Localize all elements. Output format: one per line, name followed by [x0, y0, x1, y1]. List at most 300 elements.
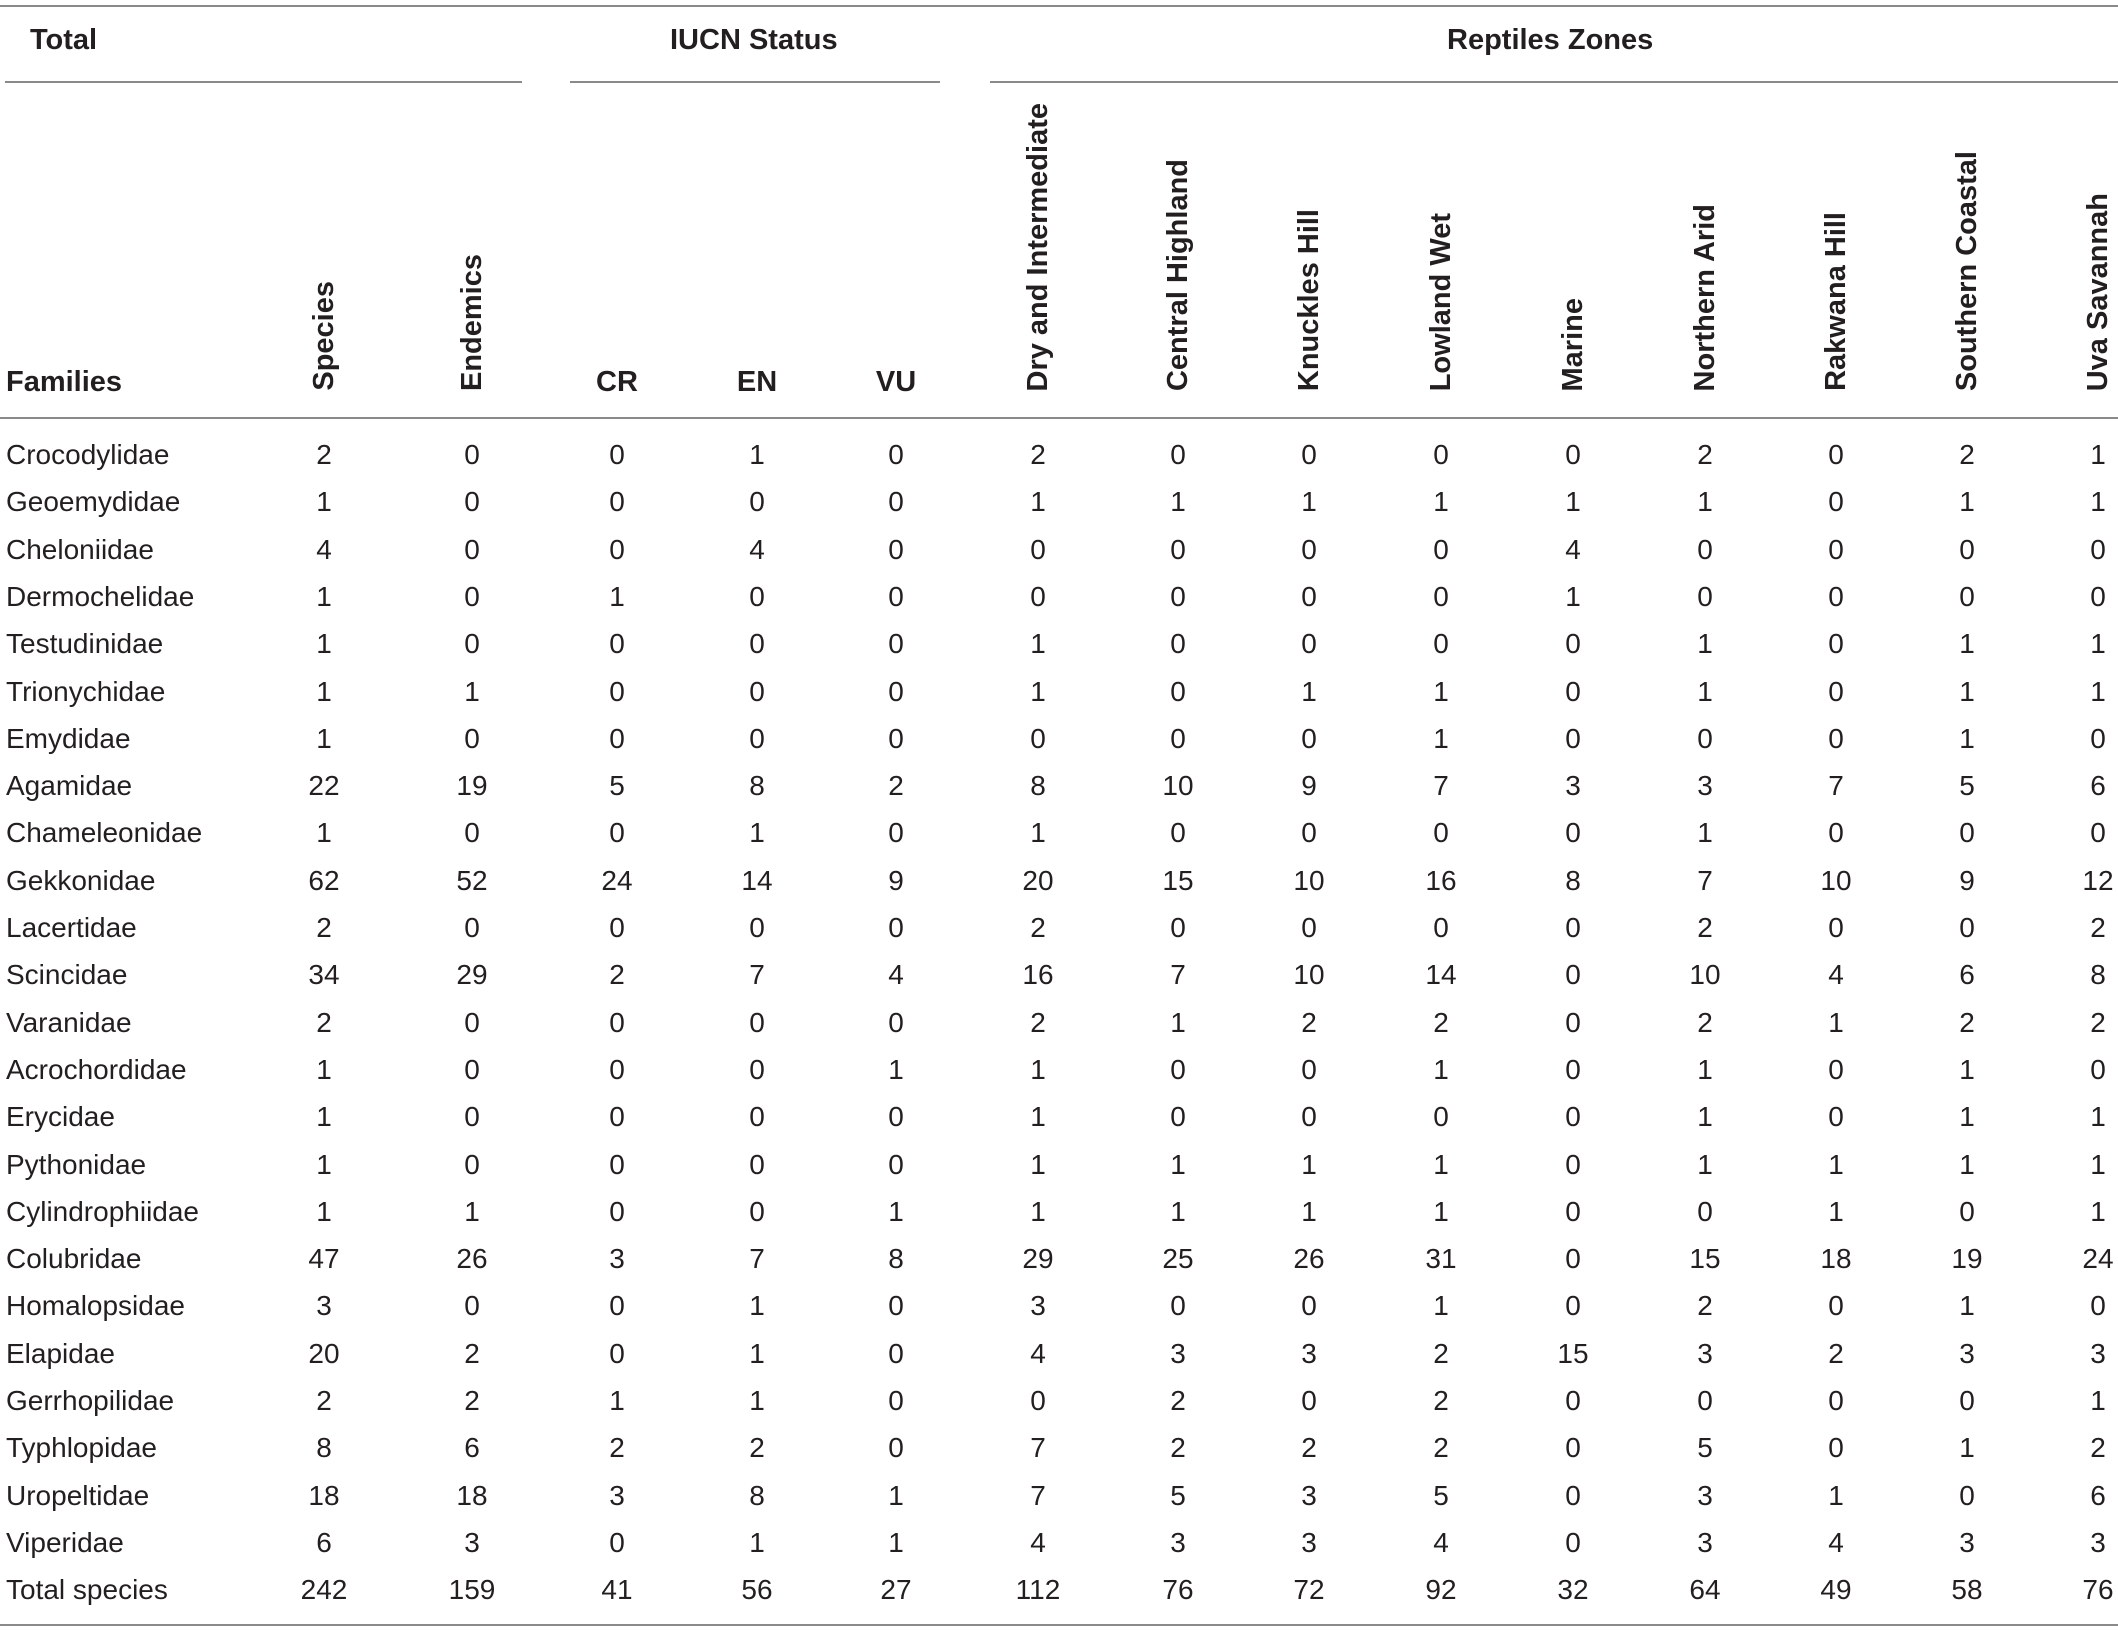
cell-en: 1: [749, 1385, 765, 1416]
cell-endemics: 0: [464, 1053, 480, 1085]
cell-species: 2: [316, 1006, 332, 1038]
cell-northern-arid: 1: [1697, 1053, 1713, 1085]
cell-dry-and-intermediate: 3: [1030, 1290, 1046, 1322]
cell-endemics: 29: [456, 959, 488, 991]
family-name: Testudinidae: [6, 628, 164, 660]
cell-endemics: 2: [464, 1337, 480, 1369]
cell-endemics: 0: [464, 722, 480, 754]
cell-en: 1: [749, 439, 765, 470]
cell-uva-savannah: 1: [2090, 1195, 2106, 1227]
cell-en: 56: [741, 1574, 773, 1606]
cell-knuckles-hill: 3: [1301, 1479, 1317, 1511]
cell-northern-arid: 0: [1697, 1385, 1713, 1416]
cell-dry-and-intermediate: 1: [1030, 1053, 1046, 1085]
cell-vu: 0: [888, 1101, 904, 1133]
cell-vu: 0: [888, 1337, 904, 1369]
cell-central-highland: 2: [1170, 1385, 1186, 1416]
cell-cr: 0: [609, 439, 625, 470]
cell-dry-and-intermediate: 0: [1030, 580, 1046, 612]
col-header-dry-and-intermediate: Dry and Intermediate: [1022, 102, 1054, 391]
family-name: Trionychidae: [6, 675, 166, 707]
cell-central-highland: 0: [1170, 580, 1186, 612]
cell-southern-coastal: 1: [1959, 1432, 1975, 1464]
cell-species: 2: [316, 439, 332, 470]
cell-species: 20: [308, 1337, 340, 1369]
cell-dry-and-intermediate: 1: [1030, 1195, 1046, 1227]
family-name: Geoemydidae: [6, 486, 181, 518]
cell-knuckles-hill: 1: [1301, 1148, 1317, 1180]
col-header-cr: CR: [596, 366, 638, 398]
cell-cr: 2: [609, 1432, 625, 1464]
cell-knuckles-hill: 0: [1301, 722, 1317, 754]
cell-vu: 0: [888, 628, 904, 660]
cell-northern-arid: 10: [1689, 959, 1721, 991]
cell-dry-and-intermediate: 0: [1030, 533, 1046, 565]
cell-cr: 0: [609, 1290, 625, 1322]
cell-endemics: 52: [456, 864, 488, 896]
cell-northern-arid: 3: [1697, 1479, 1713, 1511]
cell-central-highland: 0: [1170, 912, 1186, 943]
cell-dry-and-intermediate: 7: [1030, 1432, 1046, 1464]
cell-southern-coastal: 6: [1959, 959, 1975, 991]
cell-uva-savannah: 1: [2090, 486, 2106, 518]
cell-uva-savannah: 76: [2082, 1574, 2114, 1606]
cell-cr: 0: [609, 628, 625, 660]
cell-en: 0: [749, 722, 765, 754]
cell-vu: 4: [888, 959, 904, 991]
cell-northern-arid: 64: [1689, 1574, 1721, 1606]
cell-southern-coastal: 0: [1959, 580, 1975, 612]
family-name: Cheloniidae: [6, 533, 154, 565]
cell-central-highland: 1: [1170, 1195, 1186, 1227]
cell-northern-arid: 1: [1697, 1101, 1713, 1133]
cell-vu: 0: [888, 1290, 904, 1322]
cell-southern-coastal: 0: [1959, 533, 1975, 565]
cell-vu: 0: [888, 439, 904, 470]
cell-vu: 0: [888, 722, 904, 754]
cell-uva-savannah: 1: [2090, 628, 2106, 660]
cell-rakwana-hill: 2: [1828, 1337, 1844, 1369]
cell-southern-coastal: 19: [1951, 1243, 1983, 1275]
cell-species: 3: [316, 1290, 332, 1322]
col-header-species: Species: [308, 281, 340, 391]
cell-southern-coastal: 9: [1959, 864, 1975, 896]
cell-marine: 0: [1565, 912, 1581, 943]
group-rule-iucn: [570, 81, 940, 83]
cell-vu: 0: [888, 675, 904, 707]
cell-southern-coastal: 0: [1959, 912, 1975, 943]
cell-rakwana-hill: 7: [1828, 770, 1844, 802]
cell-cr: 1: [609, 580, 625, 612]
cell-endemics: 19: [456, 770, 488, 802]
cell-species: 1: [316, 486, 332, 518]
cell-southern-coastal: 3: [1959, 1526, 1975, 1558]
cell-knuckles-hill: 9: [1301, 770, 1317, 802]
cell-uva-savannah: 0: [2090, 580, 2106, 612]
cell-uva-savannah: 2: [2090, 1432, 2106, 1464]
cell-northern-arid: 7: [1697, 864, 1713, 896]
cell-dry-and-intermediate: 1: [1030, 628, 1046, 660]
cell-southern-coastal: 1: [1959, 722, 1975, 754]
cell-rakwana-hill: 0: [1828, 1432, 1844, 1464]
cell-central-highland: 0: [1170, 817, 1186, 849]
cell-species: 2: [316, 912, 332, 943]
cell-northern-arid: 1: [1697, 628, 1713, 660]
cell-northern-arid: 0: [1697, 1195, 1713, 1227]
family-name: Pythonidae: [6, 1148, 147, 1180]
cell-uva-savannah: 1: [2090, 675, 2106, 707]
cell-knuckles-hill: 0: [1301, 912, 1317, 943]
cell-marine: 1: [1565, 580, 1581, 612]
cell-lowland-wet: 92: [1425, 1574, 1457, 1606]
family-name: Uropeltidae: [6, 1479, 150, 1511]
col-header-southern-coastal: Southern Coastal: [1951, 150, 1983, 391]
cell-marine: 0: [1565, 1101, 1581, 1133]
cell-rakwana-hill: 18: [1820, 1243, 1852, 1275]
cell-northern-arid: 0: [1697, 533, 1713, 565]
cell-cr: 41: [601, 1574, 633, 1606]
group-header-iucn: IUCN Status: [670, 24, 838, 56]
cell-cr: 3: [609, 1479, 625, 1511]
cell-uva-savannah: 0: [2090, 1290, 2106, 1322]
col-header-families: Families: [6, 366, 123, 398]
cell-rakwana-hill: 4: [1828, 959, 1844, 991]
cell-lowland-wet: 1: [1433, 1148, 1449, 1180]
cell-southern-coastal: 5: [1959, 770, 1975, 802]
cell-en: 0: [749, 628, 765, 660]
cell-knuckles-hill: 0: [1301, 1053, 1317, 1085]
cell-species: 1: [316, 722, 332, 754]
cell-marine: 32: [1557, 1574, 1589, 1606]
cell-southern-coastal: 1: [1959, 628, 1975, 660]
cell-knuckles-hill: 0: [1301, 533, 1317, 565]
cell-lowland-wet: 0: [1433, 533, 1449, 565]
cell-lowland-wet: 0: [1433, 817, 1449, 849]
cell-marine: 1: [1565, 486, 1581, 518]
cell-rakwana-hill: 1: [1828, 1195, 1844, 1227]
cell-en: 0: [749, 912, 765, 943]
cell-lowland-wet: 0: [1433, 628, 1449, 660]
cell-southern-coastal: 3: [1959, 1337, 1975, 1369]
cell-vu: 1: [888, 1526, 904, 1558]
cell-species: 1: [316, 675, 332, 707]
cell-marine: 0: [1565, 959, 1581, 991]
cell-dry-and-intermediate: 2: [1030, 912, 1046, 943]
cell-rakwana-hill: 1: [1828, 1148, 1844, 1180]
cell-central-highland: 0: [1170, 675, 1186, 707]
cell-en: 1: [749, 1290, 765, 1322]
cell-species: 1: [316, 1053, 332, 1085]
cell-central-highland: 2: [1170, 1432, 1186, 1464]
cell-dry-and-intermediate: 4: [1030, 1337, 1046, 1369]
cell-central-highland: 0: [1170, 439, 1186, 470]
cell-central-highland: 10: [1162, 770, 1194, 802]
cell-rakwana-hill: 1: [1828, 1006, 1844, 1038]
cell-rakwana-hill: 0: [1828, 486, 1844, 518]
cell-species: 1: [316, 817, 332, 849]
cell-endemics: 3: [464, 1526, 480, 1558]
cell-knuckles-hill: 10: [1293, 959, 1325, 991]
cell-southern-coastal: 1: [1959, 1148, 1975, 1180]
cell-rakwana-hill: 0: [1828, 628, 1844, 660]
cell-species: 62: [308, 864, 340, 896]
cell-endemics: 159: [448, 1574, 496, 1606]
cell-dry-and-intermediate: 1: [1030, 486, 1046, 518]
cell-cr: 0: [609, 722, 625, 754]
cell-species: 1: [316, 628, 332, 660]
cell-knuckles-hill: 72: [1293, 1574, 1325, 1606]
cell-knuckles-hill: 26: [1293, 1243, 1325, 1275]
cell-endemics: 0: [464, 1006, 480, 1038]
cell-rakwana-hill: 0: [1828, 1053, 1844, 1085]
cell-knuckles-hill: 2: [1301, 1006, 1317, 1038]
cell-central-highland: 0: [1170, 1053, 1186, 1085]
cell-species: 1: [316, 580, 332, 612]
cell-lowland-wet: 1: [1433, 675, 1449, 707]
cell-endemics: 0: [464, 1101, 480, 1133]
cell-marine: 0: [1565, 1432, 1581, 1464]
cell-southern-coastal: 0: [1959, 1385, 1975, 1416]
cell-rakwana-hill: 0: [1828, 580, 1844, 612]
cell-en: 0: [749, 675, 765, 707]
cell-central-highland: 76: [1162, 1574, 1194, 1606]
cell-knuckles-hill: 1: [1301, 1195, 1317, 1227]
col-header-vu: VU: [875, 366, 917, 398]
cell-knuckles-hill: 2: [1301, 1432, 1317, 1464]
cell-en: 1: [749, 817, 765, 849]
cell-rakwana-hill: 0: [1828, 722, 1844, 754]
cell-en: 0: [749, 486, 765, 518]
cell-southern-coastal: 2: [1959, 1006, 1975, 1038]
cell-knuckles-hill: 0: [1301, 1101, 1317, 1133]
cell-endemics: 0: [464, 580, 480, 612]
cell-cr: 0: [609, 912, 625, 943]
cell-vu: 0: [888, 1006, 904, 1038]
cell-marine: 8: [1565, 864, 1581, 896]
cell-en: 7: [749, 1243, 765, 1275]
cell-en: 0: [749, 1101, 765, 1133]
cell-central-highland: 3: [1170, 1526, 1186, 1558]
cell-vu: 0: [888, 1385, 904, 1416]
cell-species: 2: [316, 1385, 332, 1416]
cell-central-highland: 1: [1170, 486, 1186, 518]
cell-northern-arid: 5: [1697, 1432, 1713, 1464]
family-name: Emydidae: [6, 722, 131, 754]
cell-endemics: 0: [464, 439, 480, 470]
cell-vu: 8: [888, 1243, 904, 1275]
cell-northern-arid: 3: [1697, 1526, 1713, 1558]
cell-en: 2: [749, 1432, 765, 1464]
cell-dry-and-intermediate: 16: [1022, 959, 1054, 991]
cell-lowland-wet: 16: [1425, 864, 1457, 896]
cell-cr: 5: [609, 770, 625, 802]
family-name: Erycidae: [6, 1101, 115, 1133]
group-header-total: Total: [30, 24, 98, 56]
cell-uva-savannah: 0: [2090, 533, 2106, 565]
family-name: Elapidae: [6, 1337, 115, 1369]
family-name: Dermochelidae: [6, 580, 195, 612]
cell-rakwana-hill: 0: [1828, 1290, 1844, 1322]
cell-cr: 24: [601, 864, 633, 896]
cell-knuckles-hill: 0: [1301, 1290, 1317, 1322]
cell-en: 0: [749, 1053, 765, 1085]
cell-lowland-wet: 1: [1433, 1053, 1449, 1085]
cell-rakwana-hill: 0: [1828, 533, 1844, 565]
header-rule: [0, 417, 2118, 419]
cell-marine: 0: [1565, 1053, 1581, 1085]
cell-northern-arid: 2: [1697, 1006, 1713, 1038]
col-header-en: EN: [736, 366, 778, 398]
cell-lowland-wet: 2: [1433, 1385, 1449, 1416]
family-name: Chameleonidae: [6, 817, 203, 849]
cell-central-highland: 15: [1162, 864, 1194, 896]
cell-marine: 3: [1565, 770, 1581, 802]
cell-species: 22: [308, 770, 340, 802]
col-header-rakwana-hill: Rakwana Hill: [1820, 212, 1852, 391]
cell-dry-and-intermediate: 0: [1030, 1385, 1046, 1416]
col-header-knuckles-hill: Knuckles Hill: [1293, 208, 1325, 391]
cell-lowland-wet: 2: [1433, 1337, 1449, 1369]
family-name: Agamidae: [6, 770, 133, 802]
cell-central-highland: 0: [1170, 722, 1186, 754]
cell-rakwana-hill: 0: [1828, 1101, 1844, 1133]
cell-lowland-wet: 7: [1433, 770, 1449, 802]
cell-endemics: 1: [464, 1195, 480, 1227]
family-name: Colubridae: [6, 1243, 142, 1275]
cell-southern-coastal: 1: [1959, 675, 1975, 707]
cell-species: 1: [316, 1148, 332, 1180]
cell-cr: 0: [609, 486, 625, 518]
cell-uva-savannah: 1: [2090, 1148, 2106, 1180]
cell-endemics: 0: [464, 533, 480, 565]
cell-knuckles-hill: 0: [1301, 439, 1317, 470]
cell-marine: 0: [1565, 1526, 1581, 1558]
cell-endemics: 0: [464, 628, 480, 660]
cell-lowland-wet: 14: [1425, 959, 1457, 991]
cell-species: 34: [308, 959, 340, 991]
cell-cr: 0: [609, 1195, 625, 1227]
cell-rakwana-hill: 0: [1828, 912, 1844, 943]
cell-uva-savannah: 6: [2090, 1479, 2106, 1511]
cell-dry-and-intermediate: 2: [1030, 1006, 1046, 1038]
cell-northern-arid: 3: [1697, 1337, 1713, 1369]
cell-uva-savannah: 1: [2090, 1385, 2106, 1416]
cell-knuckles-hill: 3: [1301, 1337, 1317, 1369]
family-name: Total species: [6, 1574, 168, 1606]
cell-uva-savannah: 8: [2090, 959, 2106, 991]
cell-endemics: 0: [464, 817, 480, 849]
cell-central-highland: 0: [1170, 1290, 1186, 1322]
cell-species: 8: [316, 1432, 332, 1464]
cell-northern-arid: 1: [1697, 675, 1713, 707]
col-header-lowland-wet: Lowland Wet: [1425, 212, 1457, 391]
cell-uva-savannah: 6: [2090, 770, 2106, 802]
cell-northern-arid: 1: [1697, 817, 1713, 849]
family-name: Acrochordidae: [6, 1053, 187, 1085]
cell-marine: 0: [1565, 1195, 1581, 1227]
cell-marine: 0: [1565, 817, 1581, 849]
family-name: Gerrhopilidae: [6, 1385, 175, 1416]
cell-vu: 1: [888, 1053, 904, 1085]
cell-vu: 0: [888, 912, 904, 943]
cell-lowland-wet: 2: [1433, 1006, 1449, 1038]
cell-endemics: 6: [464, 1432, 480, 1464]
cell-dry-and-intermediate: 1: [1030, 1148, 1046, 1180]
cell-northern-arid: 1: [1697, 486, 1713, 518]
cell-rakwana-hill: 4: [1828, 1526, 1844, 1558]
cell-en: 0: [749, 1148, 765, 1180]
cell-knuckles-hill: 1: [1301, 486, 1317, 518]
cell-knuckles-hill: 1: [1301, 675, 1317, 707]
cell-species: 18: [308, 1479, 340, 1511]
cell-northern-arid: 2: [1697, 1290, 1713, 1322]
cell-cr: 3: [609, 1243, 625, 1275]
cell-cr: 0: [609, 817, 625, 849]
cell-central-highland: 1: [1170, 1006, 1186, 1038]
group-rule-zones: [990, 81, 2118, 83]
family-name: Lacertidae: [6, 912, 137, 943]
cell-species: 4: [316, 533, 332, 565]
cell-vu: 1: [888, 1195, 904, 1227]
cell-dry-and-intermediate: 1: [1030, 1101, 1046, 1133]
cell-northern-arid: 0: [1697, 722, 1713, 754]
cell-cr: 0: [609, 1337, 625, 1369]
cell-species: 1: [316, 1195, 332, 1227]
cell-en: 4: [749, 533, 765, 565]
family-name: Crocodylidae: [6, 439, 170, 470]
cell-lowland-wet: 5: [1433, 1479, 1449, 1511]
cell-species: 1: [316, 1101, 332, 1133]
cell-vu: 1: [888, 1479, 904, 1511]
cell-cr: 0: [609, 1053, 625, 1085]
cell-species: 6: [316, 1526, 332, 1558]
cell-lowland-wet: 1: [1433, 486, 1449, 518]
cell-uva-savannah: 2: [2090, 1006, 2106, 1038]
cell-lowland-wet: 1: [1433, 1195, 1449, 1227]
cell-vu: 0: [888, 533, 904, 565]
cell-uva-savannah: 1: [2090, 1101, 2106, 1133]
cell-en: 8: [749, 1479, 765, 1511]
cell-southern-coastal: 1: [1959, 486, 1975, 518]
cell-lowland-wet: 0: [1433, 439, 1449, 470]
cell-uva-savannah: 0: [2090, 1053, 2106, 1085]
group-rule-total: [5, 81, 522, 83]
cell-marine: 0: [1565, 675, 1581, 707]
cell-uva-savannah: 3: [2090, 1337, 2106, 1369]
bottom-rule: [0, 1624, 2118, 1626]
cell-dry-and-intermediate: 20: [1022, 864, 1054, 896]
cell-species: 47: [308, 1243, 340, 1275]
cell-rakwana-hill: 0: [1828, 439, 1844, 470]
cell-uva-savannah: 24: [2082, 1243, 2114, 1275]
cell-southern-coastal: 1: [1959, 1101, 1975, 1133]
cell-en: 14: [741, 864, 773, 896]
cell-cr: 0: [609, 533, 625, 565]
cell-central-highland: 7: [1170, 959, 1186, 991]
cell-en: 0: [749, 1006, 765, 1038]
cell-southern-coastal: 0: [1959, 1195, 1975, 1227]
cell-uva-savannah: 12: [2082, 864, 2114, 896]
cell-lowland-wet: 1: [1433, 1290, 1449, 1322]
cell-northern-arid: 15: [1689, 1243, 1721, 1275]
cell-en: 0: [749, 1195, 765, 1227]
cell-rakwana-hill: 1: [1828, 1479, 1844, 1511]
cell-lowland-wet: 1: [1433, 722, 1449, 754]
cell-uva-savannah: 0: [2090, 817, 2106, 849]
cell-endemics: 18: [456, 1479, 488, 1511]
cell-marine: 0: [1565, 1479, 1581, 1511]
cell-lowland-wet: 0: [1433, 1101, 1449, 1133]
